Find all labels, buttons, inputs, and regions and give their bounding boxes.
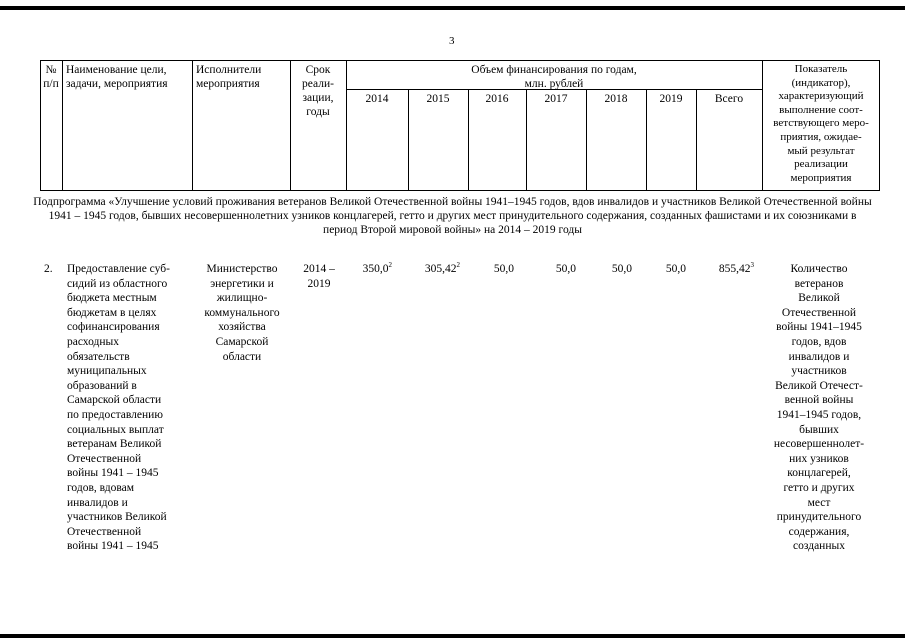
value-2019: 50,0: [665, 263, 686, 275]
header-indicator: Показатель (индикатор), характеризующий выполнение соот- ветствующего меро- приятия, ожидае- мый результат реализации мероприятия: [773, 63, 869, 184]
value-total: 855,42$^3$: [718, 261, 754, 275]
row-indicator: Количество ветеранов Великой Отечественной войны 1941–1945 годов, вдов инвалидов и участников Великой Отечест- венной войны 1941–1945 годов, бывших несовершеннолет- них узников концлагерей, гетто и других мест принудительного содержания, созданных: [773, 263, 865, 553]
header-name: Наименование цели, задачи, мероприятия: [66, 64, 168, 90]
header-year: 2014: [365, 93, 389, 105]
header-term: Срок реали- зации, годы: [302, 64, 334, 118]
header-num: № п/п: [43, 64, 59, 90]
value-2017: 50,0: [555, 263, 576, 275]
header-year: 2018: [604, 93, 628, 105]
value-2015: 305,42$^2$: [424, 261, 460, 275]
row-executor: Министерство энергетики и жилищно- коммунального хозяйства Самарской области: [204, 263, 280, 363]
row-term: 2014 – 2019: [303, 263, 335, 290]
value-2014: 350,0$^2$: [362, 261, 392, 275]
header-year: 2017: [544, 93, 568, 105]
header-total: Всего: [714, 93, 744, 105]
header-year: 2016: [485, 93, 509, 105]
value-2016: 50,0: [493, 263, 514, 275]
header-year: 2019: [659, 93, 683, 105]
page-number: 3: [449, 35, 455, 47]
value-2018: 50,0: [611, 263, 632, 275]
bottom-border: [0, 634, 905, 638]
row-name: Предоставление суб- сидий из областного бюджета местным бюджетам в целях софинансирования расходных обязательств муниципальных образований в Самарской области по предоставлению социальных выплат ветеранам Великой Отечественной войны 1941 – 1945 годов, вдовам инвалидов и участников Великой Отечественной войны 1941 – 1945: [67, 263, 170, 553]
header-year: 2015: [426, 93, 450, 105]
header-funding: Объем финансирования по годам, млн. рублей: [471, 64, 637, 90]
header-executor: Исполнители мероприятия: [196, 64, 262, 90]
subprogram-title: Подпрограмма «Улучшение условий проживания ветеранов Великой Отечественной войны 1941–1945 годов, вдов инвалидов и участников Великой Отечественной войны 1941 – 1945 годов, бывших несовершеннолетних узников концлагерей, гетто и других мест принудительного содержания, созданных фашистами и их союзниками в период Второй мировой войны» на 2014 – 2019 годы: [33, 196, 872, 236]
row-number: 2.: [44, 263, 53, 275]
